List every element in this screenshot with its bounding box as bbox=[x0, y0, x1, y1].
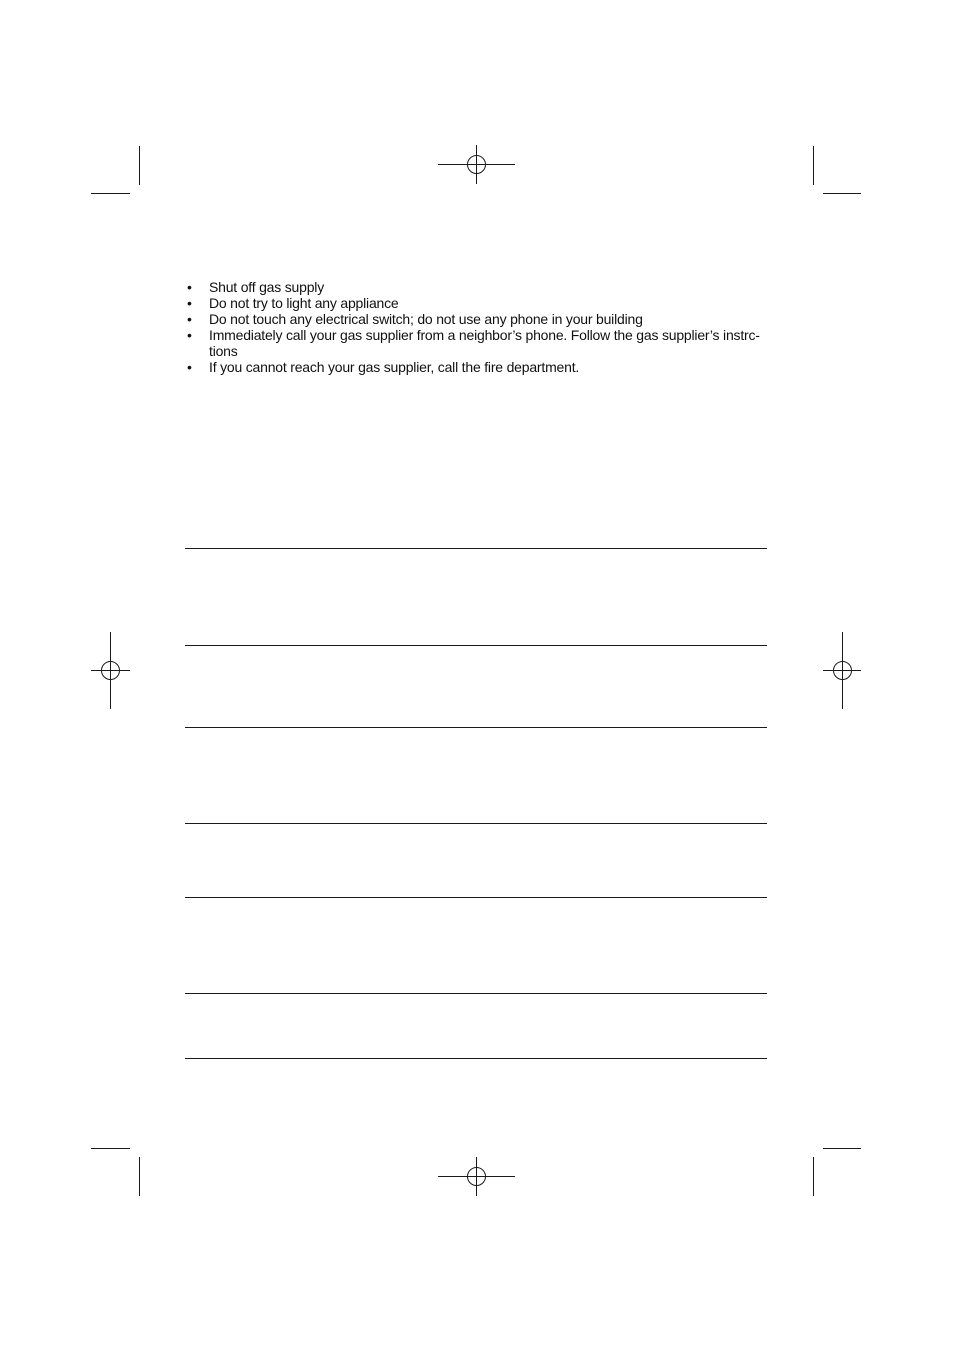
bullet-icon: • bbox=[187, 359, 192, 375]
bullet-icon: • bbox=[187, 279, 192, 295]
crop-mark-top-left-vertical bbox=[139, 146, 140, 185]
list-item-text: Do not try to light any appliance bbox=[209, 295, 399, 311]
crop-mark-top-right-vertical bbox=[813, 146, 814, 185]
bullet-icon: • bbox=[187, 311, 192, 327]
registration-mark-bottom-circle bbox=[467, 1167, 486, 1186]
horizontal-rule bbox=[185, 993, 767, 994]
registration-mark-left-circle bbox=[101, 661, 120, 680]
list-item bbox=[185, 295, 770, 311]
bullet-icon: • bbox=[187, 295, 192, 311]
list-item bbox=[185, 359, 770, 375]
crop-mark-bottom-right-horizontal bbox=[823, 1148, 861, 1149]
crop-mark-bottom-left-vertical bbox=[139, 1157, 140, 1196]
horizontal-rule bbox=[185, 1058, 767, 1059]
crop-mark-top-right-horizontal bbox=[823, 193, 861, 194]
gas-leak-instructions-list bbox=[185, 279, 770, 375]
list-item-text: Immediately call your gas supplier from a neighbor’s phone. Follow the gas supplier’s instrc- bbox=[209, 327, 760, 343]
list-item-text: If you cannot reach your gas supplier, call the fire department. bbox=[209, 359, 580, 375]
registration-mark-right-circle bbox=[833, 661, 852, 680]
horizontal-rule bbox=[185, 897, 767, 898]
registration-mark-top-circle bbox=[467, 155, 486, 174]
bullet-icon: • bbox=[187, 327, 192, 343]
list-item-text: Shut off gas supply bbox=[209, 279, 325, 295]
horizontal-rule bbox=[185, 823, 767, 824]
list-item-text: Do not touch any electrical switch; do not use any phone in your building bbox=[209, 311, 643, 327]
crop-mark-top-left-horizontal bbox=[91, 193, 130, 194]
list-item-text-continuation: tions bbox=[209, 343, 238, 359]
horizontal-rule bbox=[185, 645, 767, 646]
list-item bbox=[185, 279, 770, 295]
list-item bbox=[185, 327, 770, 359]
crop-mark-bottom-left-horizontal bbox=[91, 1148, 130, 1149]
horizontal-rule bbox=[185, 727, 767, 728]
horizontal-rule bbox=[185, 548, 767, 549]
list-item bbox=[185, 311, 770, 327]
crop-mark-bottom-right-vertical bbox=[813, 1157, 814, 1196]
